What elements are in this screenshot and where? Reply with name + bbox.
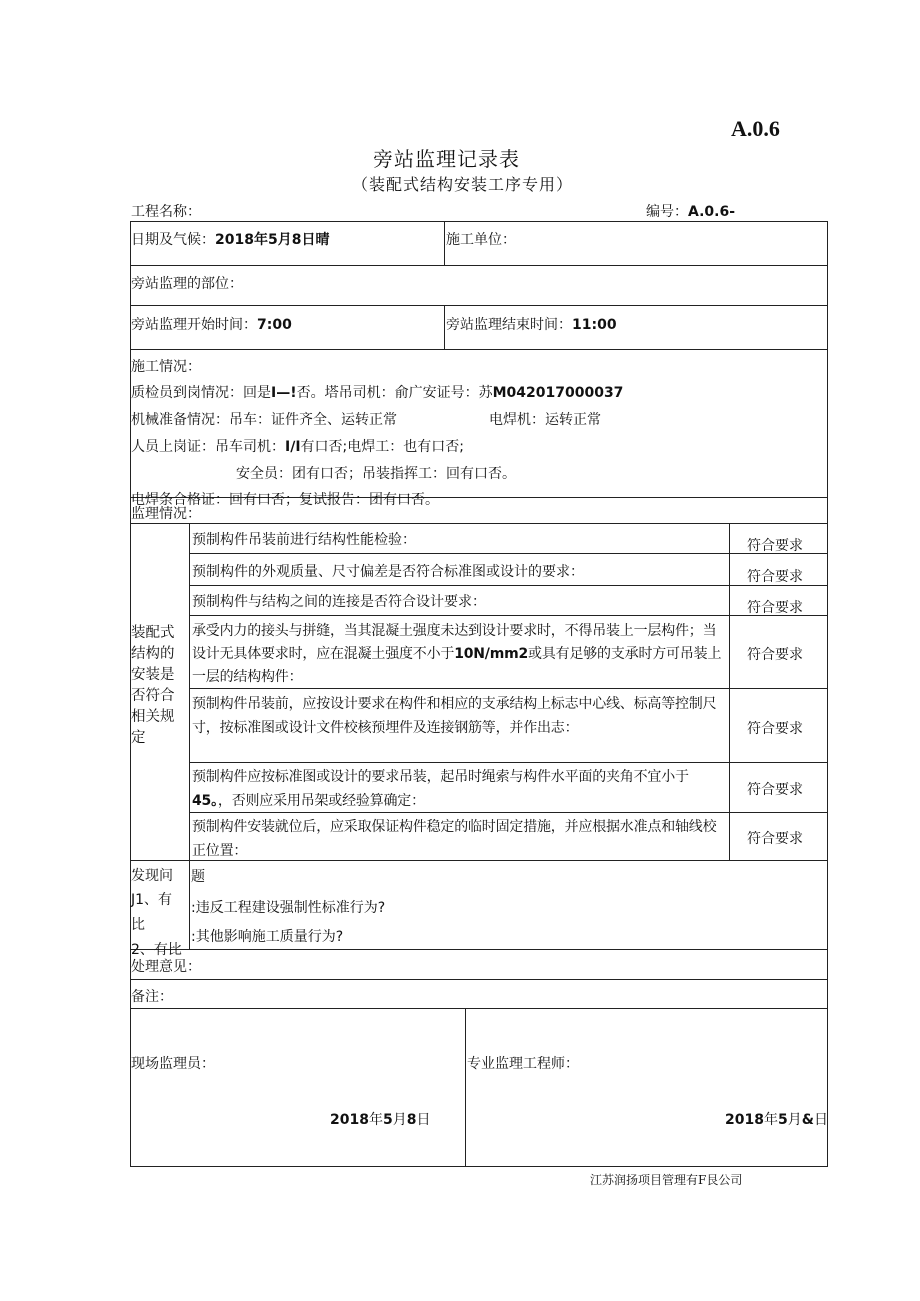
electrode-cert-line: 电焊条合格证：回有口否；复试报告：团有口否。 xyxy=(131,492,439,508)
engineer-label: 专业监理工程师： xyxy=(467,1056,579,1072)
check-result-1: 符合要求 xyxy=(747,538,803,554)
issues-label-line-4: 2、有比 xyxy=(131,942,182,958)
check-item-6-text: 预制构件应按标准图或设计的要求吊装，起吊时绳索与构件水平面的夹角不宜小于 xyxy=(192,769,689,785)
personnel-cert-text: 人员上岗证：吊车司机： xyxy=(131,439,285,455)
machinery-line: 机械准备情况：吊车：证件齐全、运转正常 xyxy=(131,412,397,428)
issues-line-3: :其他影响施工质量行为? xyxy=(191,929,344,945)
category-label: 装配式结构的安装是否符合相关规定 xyxy=(131,625,175,746)
check-item-4 xyxy=(192,620,728,689)
check-item-3: 预制构件与结构之间的连接是否符合设计要求： xyxy=(192,594,486,610)
crane-operator-cert-number: M042017000037 xyxy=(492,385,624,401)
inspector-presence-line xyxy=(131,382,623,402)
engineer-date-day-unit: 日 xyxy=(813,1112,828,1128)
check-result-4: 符合要求 xyxy=(747,647,803,663)
number-label: 编号： xyxy=(646,204,688,220)
issues-label-line-1: 发现问 xyxy=(131,868,173,884)
check-item-2: 预制构件的外观质量、尺寸偏差是否符合标准图或设计的要求： xyxy=(192,564,584,580)
form-code: A.0.6 xyxy=(731,116,780,141)
check-result-5: 符合要求 xyxy=(747,721,803,737)
supervision-status-label: 监理情况： xyxy=(131,506,201,522)
site-supervisor-label: 现场监理员： xyxy=(131,1056,215,1072)
end-time-label: 旁站监理结束时间： xyxy=(446,317,572,333)
start-time-value: 7:00 xyxy=(257,317,292,333)
engineer-date-month: 5 xyxy=(777,1112,788,1128)
handling-opinion-label: 处理意见： xyxy=(131,959,201,975)
engineer-date-month-unit: 月 xyxy=(787,1112,802,1128)
supervision-part-label: 旁站监理的部位： xyxy=(131,276,243,292)
site-supervisor-date-year: 2018 xyxy=(330,1112,369,1128)
issues-line-1: 题 xyxy=(191,869,205,885)
page-title: 旁站监理记录表 xyxy=(373,147,520,171)
page-subtitle: （装配式结构安装工序专用） xyxy=(352,175,574,194)
site-supervisor-date xyxy=(330,1109,430,1129)
check-result-7: 符合要求 xyxy=(747,831,803,847)
construction-status-section xyxy=(131,351,827,508)
crane-operator-text: 否。塔吊司机：俞广安证号：苏 xyxy=(296,385,493,401)
engineer-date xyxy=(725,1109,828,1129)
check-item-7: 预制构件安装就位后，应采取保证构件稳定的临时固定措施，并应根据水准点和轴线校正位置： xyxy=(192,819,717,859)
check-item-1: 预制构件吊装前进行结构性能检验： xyxy=(192,532,416,548)
personnel-cert-mark: I∕I xyxy=(285,439,301,455)
date-weather-label: 日期及气候： xyxy=(131,232,215,248)
issues-label xyxy=(131,862,188,958)
check-item-4-text: 承受内力的接头与拼缝，当其混凝土强度未达到设计要求时，不得吊装上一层构件；当设计无具体要求时，应在混凝土强度不小于 xyxy=(192,623,717,662)
inspector-presence-text: 质检员到岗情况：回是 xyxy=(131,385,271,401)
remarks-label: 备注： xyxy=(131,989,173,1005)
engineer-date-day: & xyxy=(801,1112,814,1128)
company-name: 江苏润扬项目管理有F艮公司 xyxy=(590,1173,743,1187)
check-result-2: 符合要求 xyxy=(747,569,803,585)
personnel-cert-rest: 有口否;电焊工：也有口否; xyxy=(300,439,464,455)
construction-status-label: 施工情况： xyxy=(131,359,201,375)
check-item-6-value: 45。 xyxy=(192,793,218,809)
check-result-3: 符合要求 xyxy=(747,600,803,616)
inspector-presence-mark: I—! xyxy=(271,385,297,401)
site-supervisor-date-year-unit: 年 xyxy=(368,1112,383,1128)
number-field xyxy=(646,201,735,221)
engineer-date-year-unit: 年 xyxy=(763,1112,778,1128)
construction-unit-label: 施工单位： xyxy=(446,232,516,248)
check-result-6: 符合要求 xyxy=(747,782,803,798)
check-item-6 xyxy=(192,765,728,813)
start-time-label: 旁站监理开始时间： xyxy=(131,317,257,333)
safety-officer-line: 安全员：团有口否；吊装指挥工：回有口否。 xyxy=(236,466,516,482)
issues-label-line-2: J1、有 xyxy=(131,892,173,908)
start-time-field xyxy=(131,314,292,334)
issues-line-2: :违反工程建设强制性标准行为? xyxy=(191,900,386,916)
site-supervisor-date-month-unit: 月 xyxy=(392,1112,407,1128)
personnel-cert-line xyxy=(131,436,464,456)
check-item-4-rest: 或具有足够的支承时方可吊装上一层的结构构件： xyxy=(192,646,722,685)
date-weather-value: 2018年5月8日晴 xyxy=(215,232,330,248)
check-item-5: 预制构件吊装前，应按设计要求在构件和相应的支承结构上标志中心线、标高等控制尺寸，按标准图或设计文件校核预埋件及连接钢筋等，并作出志： xyxy=(192,696,717,736)
site-supervisor-date-month: 5 xyxy=(382,1112,393,1128)
site-supervisor-date-day: 8 xyxy=(406,1112,417,1128)
project-name-label: 工程名称： xyxy=(131,204,201,220)
date-weather-field xyxy=(131,229,329,249)
check-item-4-value: 10N/mm2 xyxy=(454,646,529,662)
engineer-date-year: 2018 xyxy=(725,1112,764,1128)
end-time-value: 11:00 xyxy=(572,317,617,333)
end-time-field xyxy=(446,314,617,334)
number-value: A.0.6- xyxy=(688,204,736,220)
welder-machine-line: 电焊机：运转正常 xyxy=(489,412,601,428)
issues-label-line-3: 比 xyxy=(131,917,145,933)
check-item-6-rest: ，否则应采用吊架或经验算确定： xyxy=(217,793,425,809)
site-supervisor-date-day-unit: 日 xyxy=(416,1112,431,1128)
